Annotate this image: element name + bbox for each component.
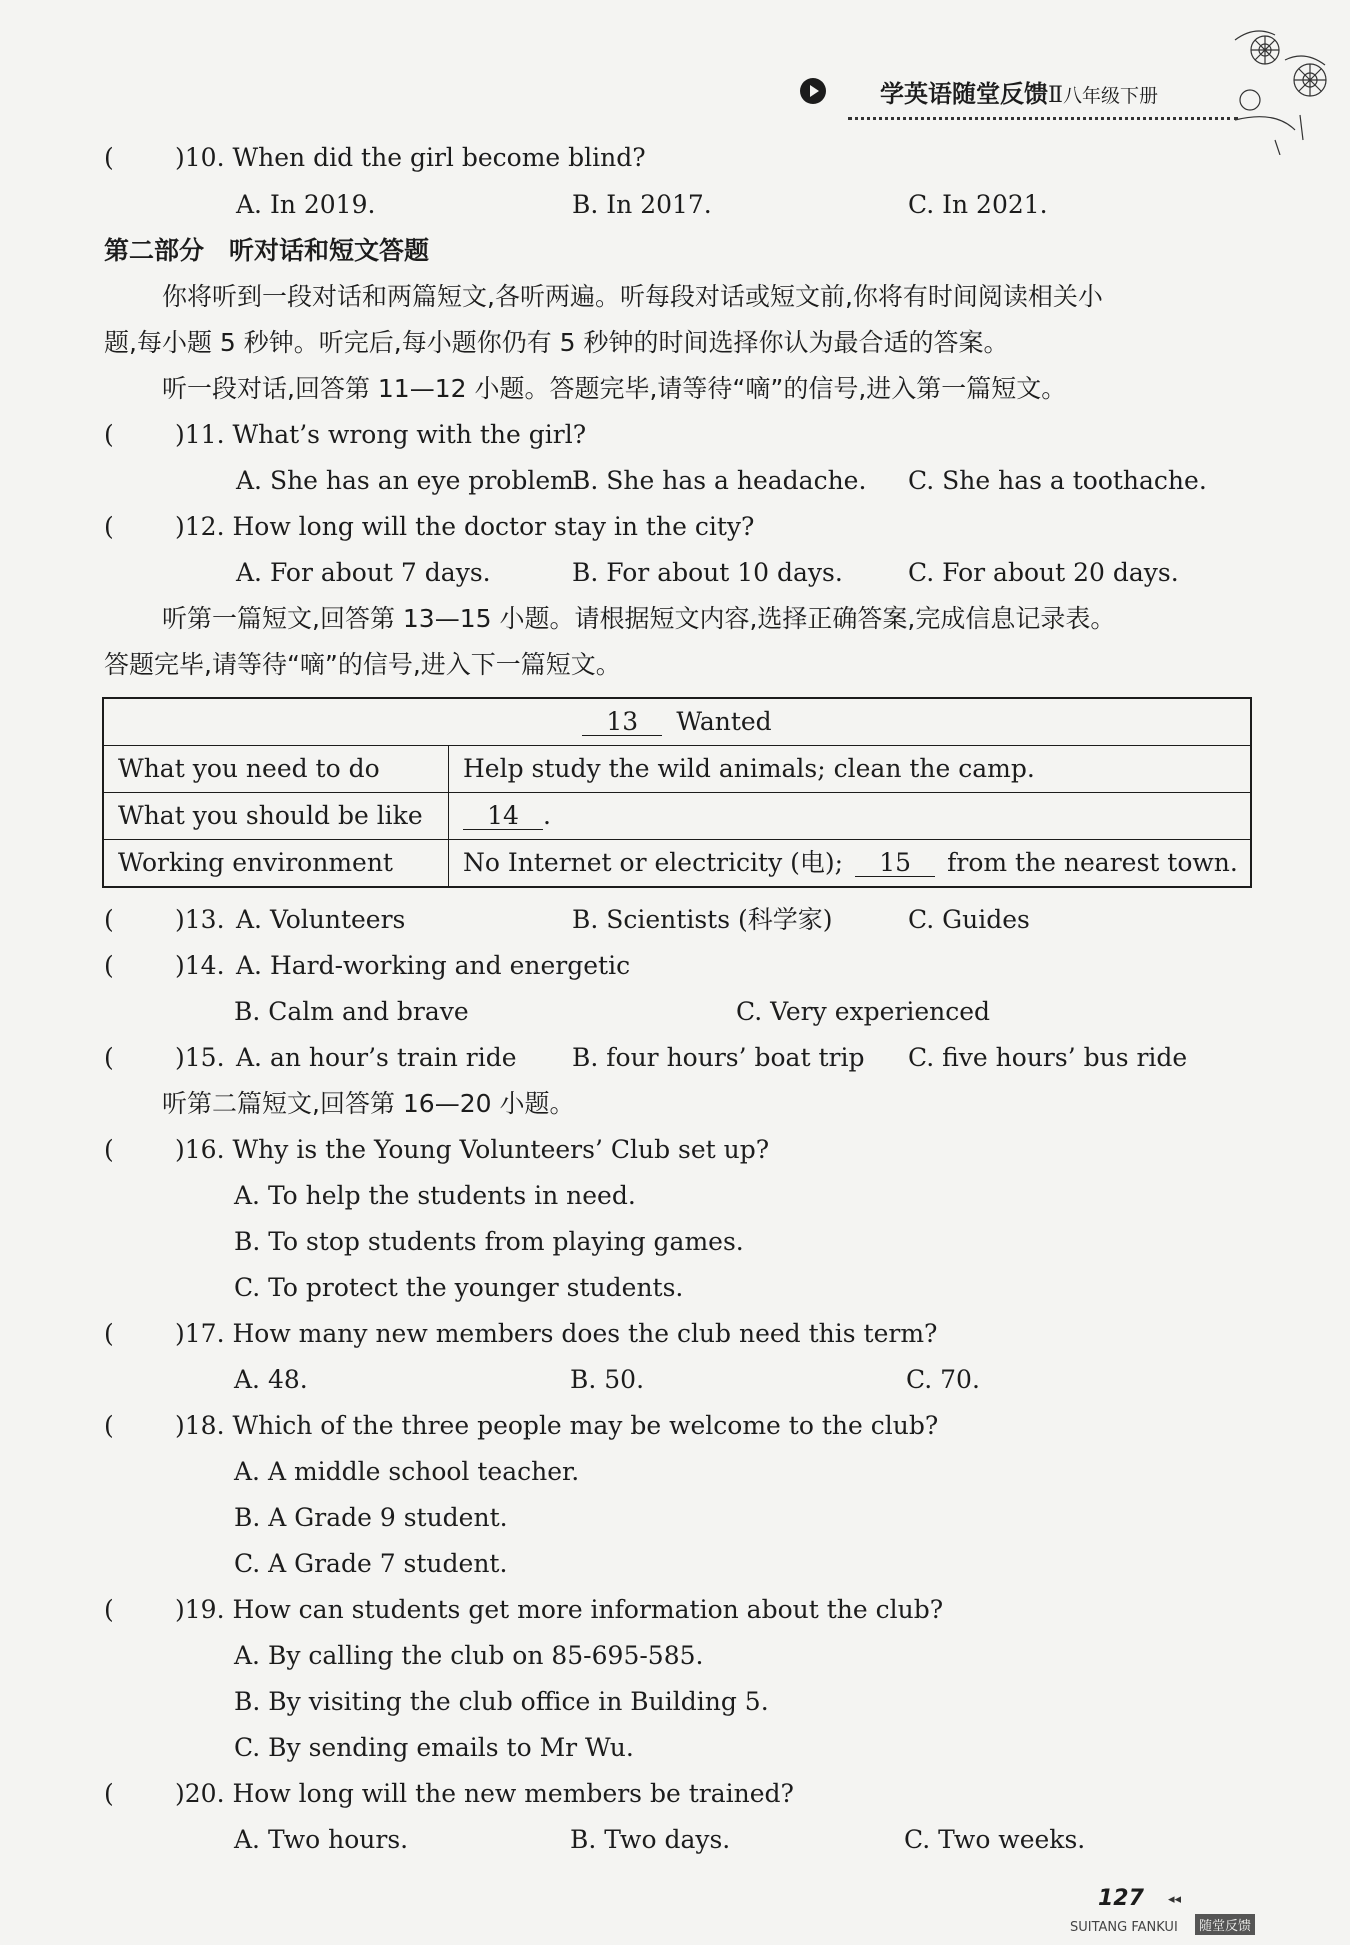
header — [880, 74, 1158, 109]
option-c: C. She has a toothache. — [908, 466, 1207, 495]
answer-paren: ( — [104, 512, 114, 541]
answer-paren: ( — [104, 1779, 114, 1808]
page-number: 127 — [1098, 1886, 1144, 1911]
question-number: )13. — [175, 905, 225, 934]
header-title: 学英语随堂反馈 — [880, 80, 1048, 108]
part2-heading: 第二部分 听对话和短文答题 — [104, 236, 430, 265]
option-c: C. five hours’ bus ride — [908, 1043, 1188, 1072]
blank-14: 14 — [463, 803, 543, 830]
option-a: A. 48. — [234, 1365, 308, 1394]
question-number: )15. — [175, 1043, 225, 1072]
option-b: B. four hours’ boat trip — [572, 1043, 865, 1072]
table-value-after: . — [543, 801, 551, 830]
question-19 — [175, 1595, 943, 1625]
option-b: B. Calm and brave — [234, 997, 469, 1026]
blank-13: 13 — [582, 709, 662, 736]
question-text: How long will the new members be trained? — [232, 1779, 794, 1808]
question-number: )16. — [175, 1135, 225, 1164]
question-17 — [175, 1319, 937, 1349]
question-18 — [175, 1411, 938, 1441]
option-b: B. 50. — [570, 1365, 645, 1394]
table-label: What you need to do — [104, 746, 449, 792]
question-16 — [175, 1135, 769, 1165]
blank-15: 15 — [855, 850, 935, 877]
question-text: How long will the doctor stay in the city? — [232, 512, 755, 541]
option-a: A. Volunteers — [236, 905, 406, 934]
option-a: A. Two hours. — [234, 1825, 409, 1854]
question-number: )17. — [175, 1319, 225, 1348]
option-b: B. Scientists (科学家) — [572, 905, 833, 934]
question-text: When did the girl become blind? — [232, 143, 646, 172]
option-c: C. Very experienced — [736, 997, 991, 1026]
table-title: Wanted — [676, 707, 772, 736]
play-icon — [800, 78, 826, 104]
answer-paren: ( — [104, 1135, 114, 1164]
table-label: Working environment — [104, 840, 449, 886]
option-b: B. For about 10 days. — [572, 558, 843, 587]
option-a: A. To help the students in need. — [234, 1181, 636, 1210]
dialogue-instruction: 听一段对话,回答第 11—12 小题。答题完毕,请等待“嘀”的信号,进入第一篇短文。 — [162, 374, 1067, 403]
option-a: A. For about 7 days. — [236, 558, 491, 587]
table-value: Help study the wild animals; clean the camp. — [463, 754, 1035, 783]
option-c: C. For about 20 days. — [908, 558, 1179, 587]
option-c: C. By sending emails to Mr Wu. — [234, 1733, 634, 1762]
header-divider: Ⅱ — [1048, 83, 1063, 108]
question-text: Why is the Young Volunteers’ Club set up? — [232, 1135, 770, 1164]
header-subtitle: 八年级下册 — [1062, 85, 1158, 107]
table-row — [104, 792, 1250, 839]
question-number: )14. — [175, 951, 225, 980]
question-text: How many new members does the club need this term? — [232, 1319, 938, 1348]
table-value — [449, 801, 551, 831]
question-text: How can students get more information about the club? — [232, 1595, 944, 1624]
answer-paren: ( — [104, 143, 114, 172]
option-a: A. an hour’s train ride — [236, 1043, 517, 1072]
option-a: A. She has an eye problem. — [236, 466, 582, 495]
table-value-after: from the nearest town. — [947, 848, 1238, 877]
answer-paren: ( — [104, 1411, 114, 1440]
passage2-instruction: 听第二篇短文,回答第 16—20 小题。 — [162, 1089, 575, 1118]
option-c: C. In 2021. — [908, 190, 1048, 219]
table-row — [104, 745, 1250, 792]
option-b: B. By visiting the club office in Building 5. — [234, 1687, 769, 1716]
answer-paren: ( — [104, 905, 114, 934]
option-c: C. Guides — [908, 905, 1030, 934]
option-c: C. 70. — [906, 1365, 980, 1394]
option-c: C. A Grade 7 student. — [234, 1549, 508, 1578]
option-c: C. To protect the younger students. — [234, 1273, 684, 1302]
question-12 — [175, 512, 754, 542]
info-table — [102, 697, 1252, 888]
question-20 — [175, 1779, 794, 1809]
table-value — [449, 848, 1238, 878]
option-b: B. In 2017. — [572, 190, 712, 219]
answer-paren: ( — [104, 420, 114, 449]
option-a: A. A middle school teacher. — [234, 1457, 580, 1486]
part2-intro-line2: 题,每小题 5 秒钟。听完后,每小题你仍有 5 秒钟的时间选择你认为最合适的答案。 — [104, 328, 1009, 357]
header-dotted-rule — [848, 117, 1238, 120]
footer-brand-badge: 随堂反馈 — [1195, 1914, 1255, 1935]
question-number: )19. — [175, 1595, 225, 1624]
option-c: C. Two weeks. — [904, 1825, 1086, 1854]
table-value-before: No Internet or electricity (电); — [463, 848, 844, 877]
option-a: A. Hard-working and energetic — [236, 951, 631, 980]
flower-decoration-icon — [1215, 20, 1345, 155]
part2-intro-line1: 你将听到一段对话和两篇短文,各听两遍。听每段对话或短文前,你将有时间阅读相关小 — [162, 282, 1103, 311]
passage1-instruction-line2: 答题完毕,请等待“嘀”的信号,进入下一篇短文。 — [104, 650, 621, 679]
question-number: )12. — [175, 512, 225, 541]
option-a: A. In 2019. — [236, 190, 376, 219]
option-a: A. By calling the club on 85-695-585. — [234, 1641, 704, 1670]
question-text: What’s wrong with the girl? — [232, 420, 587, 449]
footer-brand-en: SUITANG FANKUI — [1070, 1920, 1178, 1935]
question-text: Which of the three people may be welcome to the club? — [232, 1411, 939, 1440]
table-label: What you should be like — [104, 793, 449, 839]
question-number: )18. — [175, 1411, 225, 1440]
answer-paren: ( — [104, 1043, 114, 1072]
option-b: B. A Grade 9 student. — [234, 1503, 508, 1532]
option-b: B. To stop students from playing games. — [234, 1227, 744, 1256]
option-b: B. She has a headache. — [572, 466, 867, 495]
question-number: )11. — [175, 420, 225, 449]
option-b: B. Two days. — [570, 1825, 731, 1854]
table-title-row — [104, 699, 1250, 745]
answer-paren: ( — [104, 1595, 114, 1624]
answer-paren: ( — [104, 1319, 114, 1348]
table-row — [104, 839, 1250, 886]
passage1-instruction-line1: 听第一篇短文,回答第 13—15 小题。请根据短文内容,选择正确答案,完成信息记录表。 — [162, 604, 1116, 633]
question-number: )20. — [175, 1779, 225, 1808]
question-11 — [175, 420, 586, 450]
question-10 — [175, 143, 646, 173]
double-arrow-left-icon: ◂◂ — [1168, 1892, 1182, 1907]
answer-paren: ( — [104, 951, 114, 980]
question-number: )10. — [175, 143, 225, 172]
